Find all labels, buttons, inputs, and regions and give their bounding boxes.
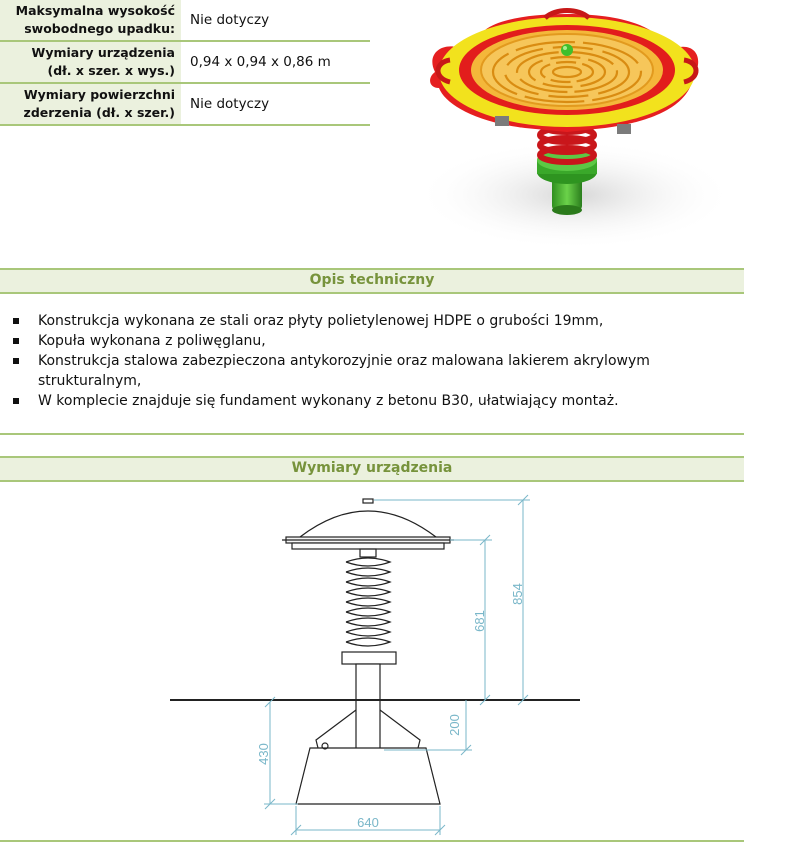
divider (0, 840, 744, 842)
dimension-label-200: 200 (447, 714, 462, 736)
dimension-label-854: 854 (510, 583, 525, 605)
spec-row-fall-height (0, 0, 370, 42)
spec-value: Nie dotyczy (190, 12, 270, 28)
spec-value: Nie dotyczy (190, 96, 270, 112)
list-item: Konstrukcja wykonana ze stali oraz płyty polietylenowej HDPE o grubości 19mm, (10, 311, 710, 331)
list-item: Kopuła wykonana z poliwęglanu, (10, 331, 710, 351)
dimension-label-430: 430 (256, 743, 271, 765)
spec-row-dimensions (0, 42, 370, 84)
spec-value: 0,94 x 0,94 x 0,86 m (190, 54, 331, 70)
bullet-icon (13, 338, 19, 344)
dimension-label-640: 640 (357, 815, 379, 830)
section-title: Opis techniczny (309, 272, 435, 288)
dimension-label-681: 681 (472, 610, 487, 632)
tech-bullet-list (10, 311, 710, 411)
dimension-drawing (0, 490, 799, 840)
section-title: Wymiary urządzenia (291, 460, 453, 476)
spec-label: Maksymalna wysokość swobodnego upadku: (0, 0, 181, 40)
list-item: W komplecie znajduje się fundament wykonany z betonu B30, ułatwiający montaż. (10, 391, 710, 411)
divider (0, 433, 744, 435)
product-image (405, 0, 750, 262)
section-header-dimensions (0, 456, 744, 482)
spec-row-impact-area (0, 84, 370, 126)
list-item: Konstrukcja stalowa zabezpieczona antykorozyjnie oraz malowana lakierem akrylowym strukturalnym, (10, 351, 710, 391)
bullet-icon (13, 318, 19, 324)
bullet-icon (13, 398, 19, 404)
spec-label: Wymiary urządzenia (dł. x szer. x wys.) (0, 42, 181, 82)
section-header-tech (0, 268, 744, 294)
spec-label: Wymiary powierzchni zderzenia (dł. x szer.) (0, 84, 181, 124)
bullet-icon (13, 358, 19, 364)
